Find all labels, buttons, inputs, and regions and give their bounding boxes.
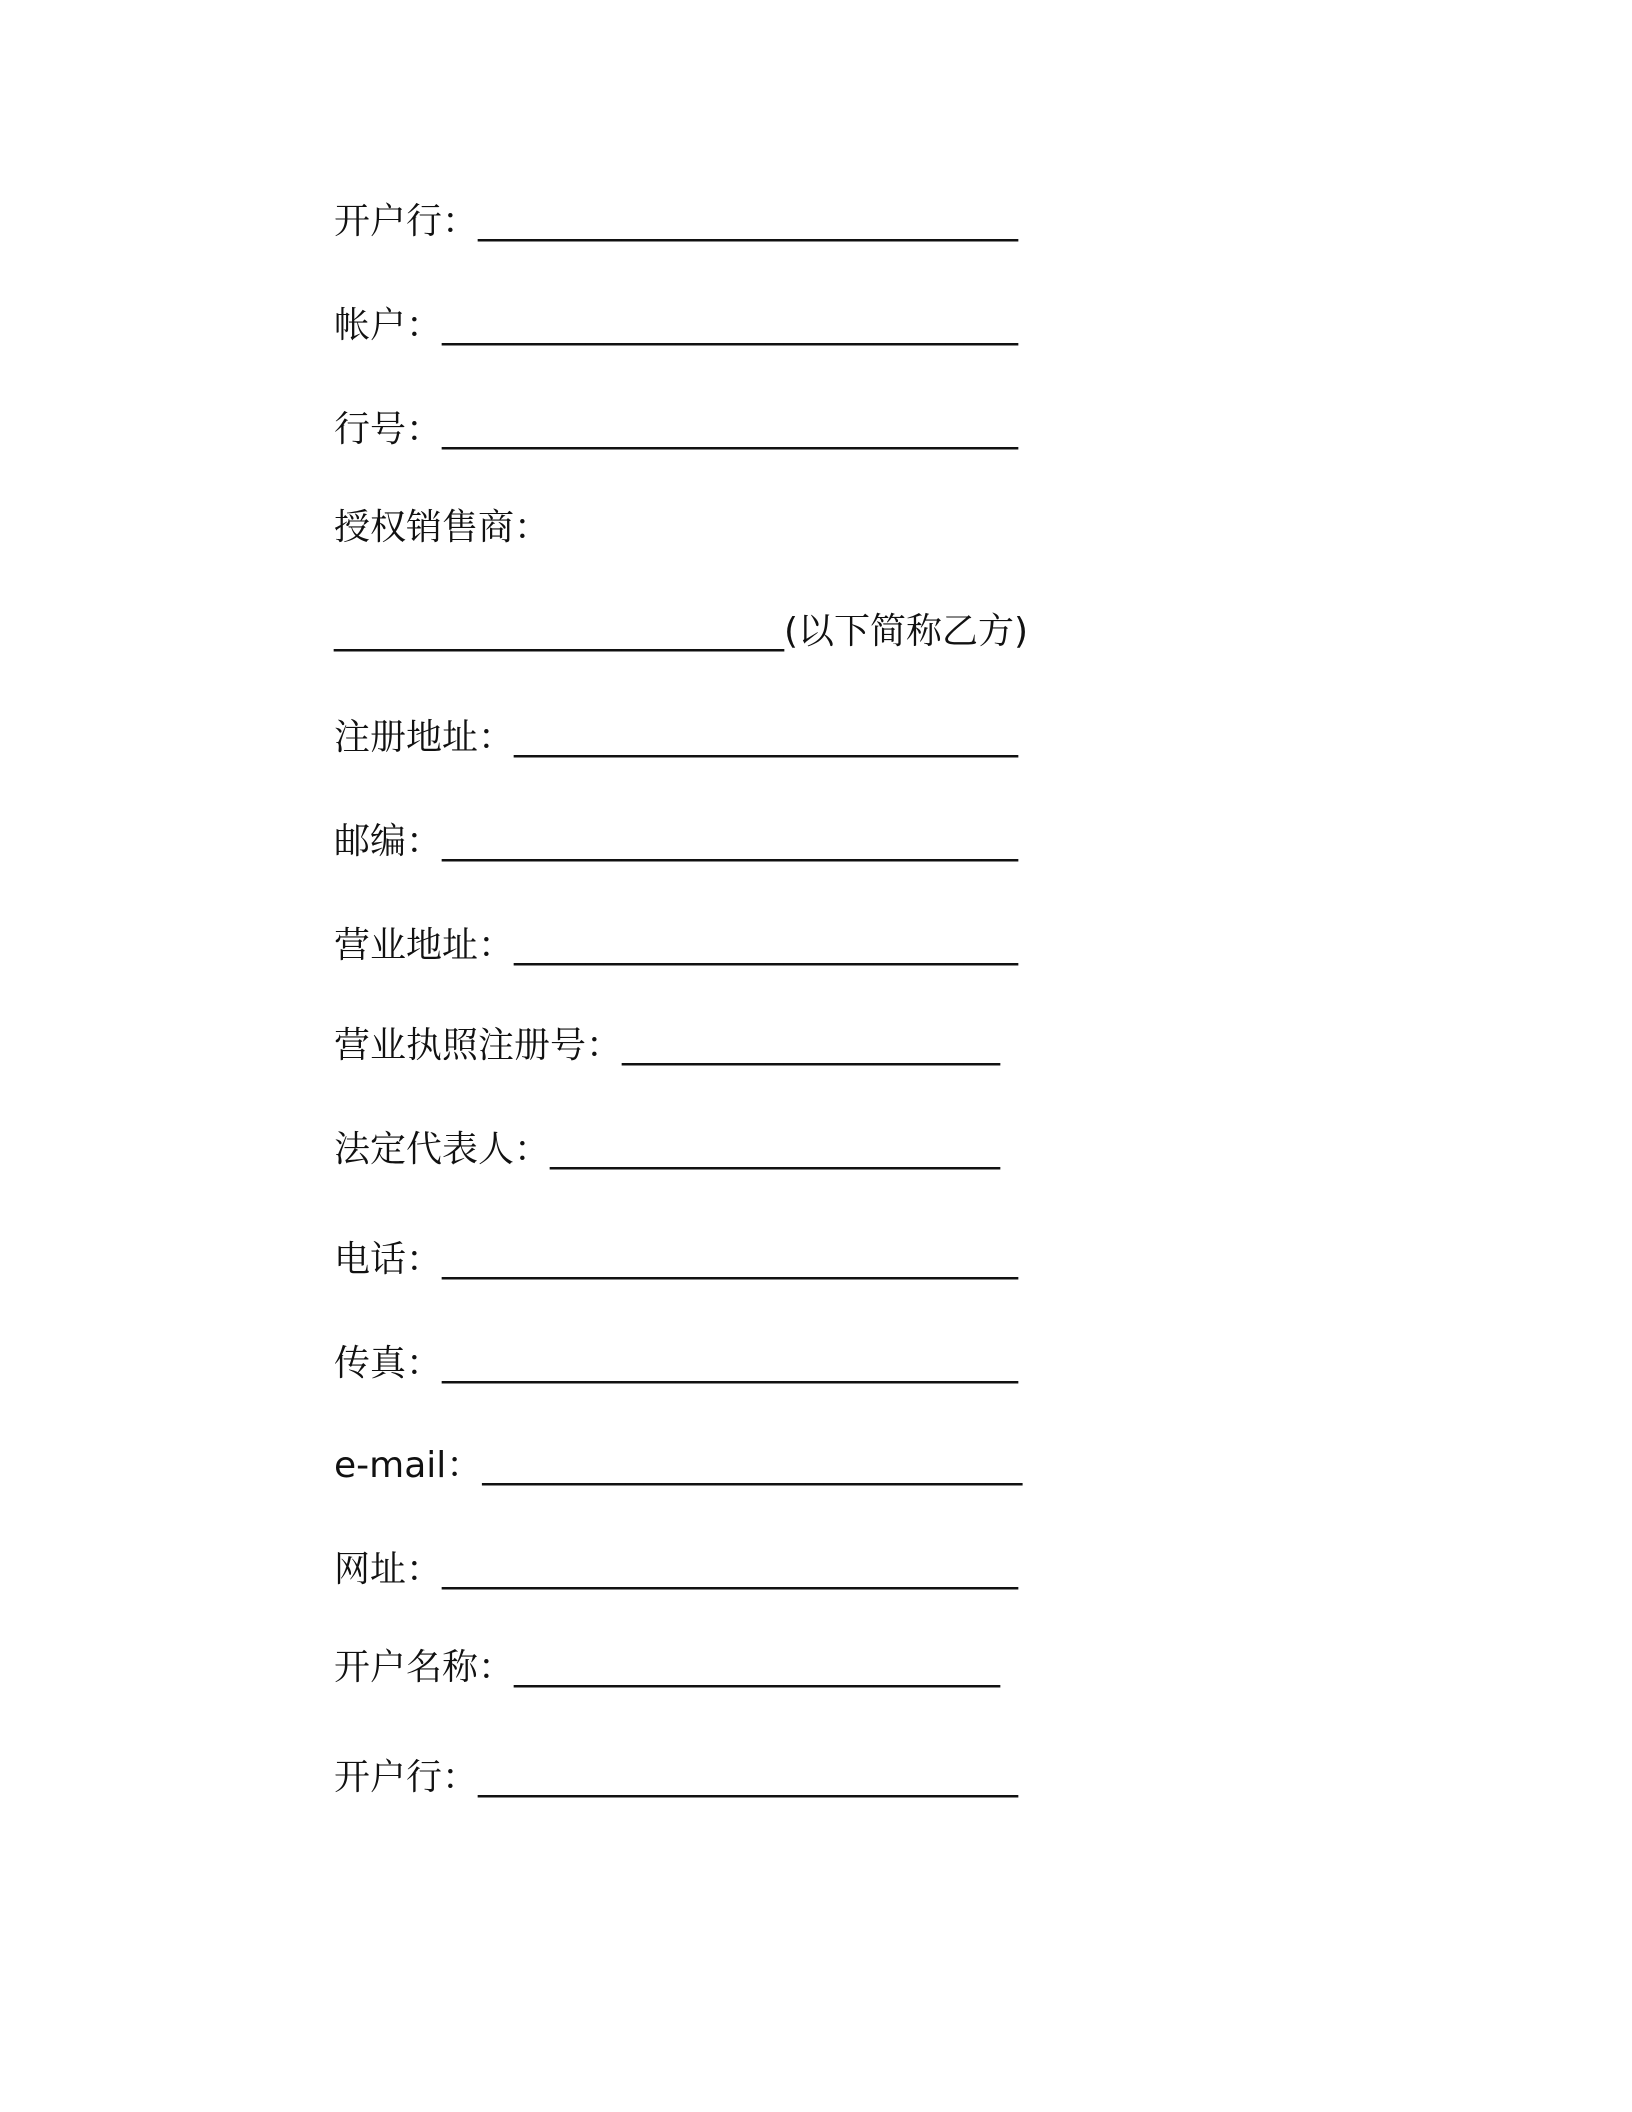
field-blank: ________________________________ [442, 1239, 1019, 1280]
field-blank: _________________________ [334, 611, 784, 652]
form-line-fax [334, 1338, 1018, 1390]
form-line-bank-number [334, 404, 1018, 456]
form-line-business-address [334, 920, 1018, 972]
field-blank: ________________________________ [442, 409, 1019, 450]
form-line-license-number [334, 1020, 1000, 1072]
form-line-postcode [334, 816, 1018, 868]
form-line-phone [334, 1234, 1018, 1286]
field-label: 注册地址： [334, 717, 515, 758]
field-label: 开户名称： [334, 1647, 515, 1688]
form-line-party-b [334, 606, 1028, 658]
field-label: 传真： [334, 1343, 443, 1384]
field-label: 法定代表人： [334, 1129, 551, 1170]
form-line-bank [334, 196, 1018, 248]
party-b-note: (以下简称乙方) [784, 611, 1029, 652]
field-blank: ______________________________ [482, 1445, 1023, 1486]
field-label: 行号： [334, 409, 443, 450]
field-blank: ____________________________ [514, 925, 1019, 966]
field-blank: ______________________________ [478, 201, 1019, 242]
field-label: 邮编： [334, 821, 443, 862]
field-label: 营业地址： [334, 925, 515, 966]
form-line-registered-address [334, 712, 1018, 764]
field-label: 开户行： [334, 201, 479, 242]
form-line-website [334, 1544, 1018, 1596]
field-blank: _____________________ [622, 1025, 1001, 1066]
field-label: 授权销售商： [334, 507, 551, 548]
field-blank: _________________________ [550, 1129, 1001, 1170]
form-line-legal-representative [334, 1124, 1000, 1176]
field-label: 营业执照注册号： [334, 1025, 623, 1066]
form-line-bank-2 [334, 1752, 1018, 1804]
form-line-account [334, 300, 1018, 352]
field-blank: ____________________________ [514, 717, 1019, 758]
field-label: e-mail： [334, 1445, 483, 1486]
field-blank: ________________________________ [442, 821, 1019, 862]
field-blank: ________________________________ [442, 1549, 1019, 1590]
field-blank: ________________________________ [442, 1343, 1019, 1384]
field-label: 帐户： [334, 305, 443, 346]
form-line-authorized-dealer [334, 502, 550, 554]
form-line-email [334, 1440, 1022, 1492]
field-label: 网址： [334, 1549, 443, 1590]
field-label: 电话： [334, 1239, 443, 1280]
form-line-account-name [334, 1642, 1000, 1694]
field-blank: ___________________________ [514, 1647, 1001, 1688]
field-blank: ______________________________ [478, 1757, 1019, 1798]
field-label: 开户行： [334, 1757, 479, 1798]
field-blank: ________________________________ [442, 305, 1019, 346]
